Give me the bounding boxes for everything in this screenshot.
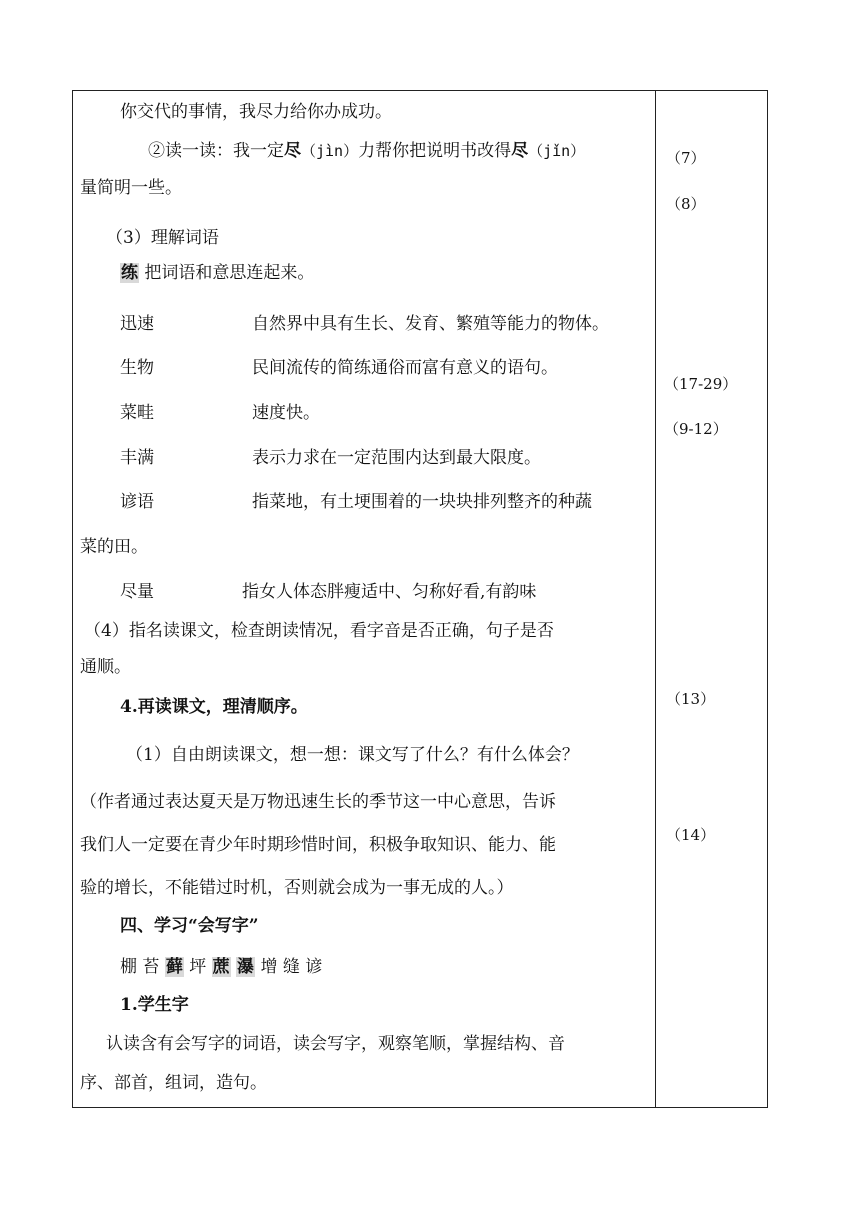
learn-title: 1.学生字 — [120, 995, 189, 1015]
column-divider — [655, 90, 656, 1108]
meaning-3: 速度快。 — [252, 403, 320, 423]
char-3: 藓 — [165, 957, 183, 977]
word-3: 菜畦 — [120, 403, 154, 423]
word-4: 丰满 — [120, 448, 154, 468]
read-tail: 量简明一些。 — [80, 178, 182, 198]
jin-pinyin-1: （jìn） — [301, 142, 359, 160]
practice-tag: 练 — [121, 263, 138, 283]
section4-line2: 通顺。 — [80, 657, 131, 677]
char-7: 增 — [260, 957, 278, 977]
side-note-14: （14） — [666, 826, 716, 844]
answer-line2: 我们人一定要在青少年时期珍惜时间，积极争取知识、能力、能 — [80, 835, 556, 855]
char-1: 棚 — [120, 957, 137, 977]
side-note-13: （13） — [666, 690, 716, 708]
practice-line — [120, 262, 314, 284]
section3-title: （3）理解词语 — [106, 228, 219, 248]
side-note-17-29: （17-29） — [664, 375, 738, 393]
word-5: 谚语 — [120, 492, 154, 512]
char-4: 坪 — [189, 957, 207, 977]
jin-char-1: 尽 — [284, 141, 301, 161]
meaning-4: 表示力求在一定范围内达到最大限度。 — [252, 448, 541, 468]
meaning-6: 指女人体态胖瘦适中、匀称好看,有韵味 — [242, 582, 537, 602]
side-note-7: （7） — [666, 149, 706, 167]
side-note-9-12: （9-12） — [664, 420, 728, 438]
char-6: 瀑 — [237, 957, 255, 977]
read-prefix: ②读一读：我一定 — [148, 141, 284, 161]
learn-line2: 序、部首，组词，造句。 — [80, 1073, 267, 1093]
char-8: 缝 — [282, 957, 300, 977]
word-2: 生物 — [120, 358, 154, 378]
meaning-2: 民间流传的简练通俗而富有意义的语句。 — [252, 358, 558, 378]
meaning-5: 指菜地，有土埂围着的一块块排列整齐的种蔬 — [252, 492, 592, 512]
free-read: （1）自由朗读课文，想一想：课文写了什么？有什么体会？ — [126, 745, 579, 765]
write-chars — [120, 956, 322, 978]
practice-text: 把词语和意思连起来。 — [144, 263, 315, 283]
part4-title: 四、学习“会写字” — [120, 916, 259, 936]
section4-line1: （4）指名读课文，检查朗读情况，看字音是否正确，句子是否 — [84, 621, 554, 641]
read-middle: 力帮你把说明书改得 — [358, 141, 512, 161]
learn-line1: 认读含有会写字的词语，读会写字，观察笔顺，掌握结构、音 — [106, 1034, 565, 1054]
answer-line1: （作者通过表达夏天是万物迅速生长的季节这一中心意思，告诉 — [80, 792, 556, 812]
word-1: 迅速 — [120, 314, 154, 334]
meaning-1: 自然界中具有生长、发育、繁殖等能力的物体。 — [252, 314, 609, 334]
word-6: 尽量 — [120, 582, 154, 602]
jin-char-2: 尽 — [511, 141, 529, 161]
example-sentence: 你交代的事情，我尽力给你办成功。 — [120, 102, 392, 122]
char-9: 谚 — [305, 957, 323, 977]
meaning-5-cont: 菜的田。 — [80, 537, 148, 557]
answer-line3: 验的增长，不能错过时机，否则就会成为一事无成的人。） — [80, 878, 514, 898]
char-5: 蔗 — [212, 957, 230, 977]
side-note-8: （8） — [666, 195, 706, 213]
jin-pinyin-2: （jǐn） — [528, 142, 586, 160]
read-line — [148, 140, 585, 162]
step4-title: 4.再读课文，理清顺序。 — [120, 697, 308, 717]
char-2: 苔 — [142, 957, 160, 977]
